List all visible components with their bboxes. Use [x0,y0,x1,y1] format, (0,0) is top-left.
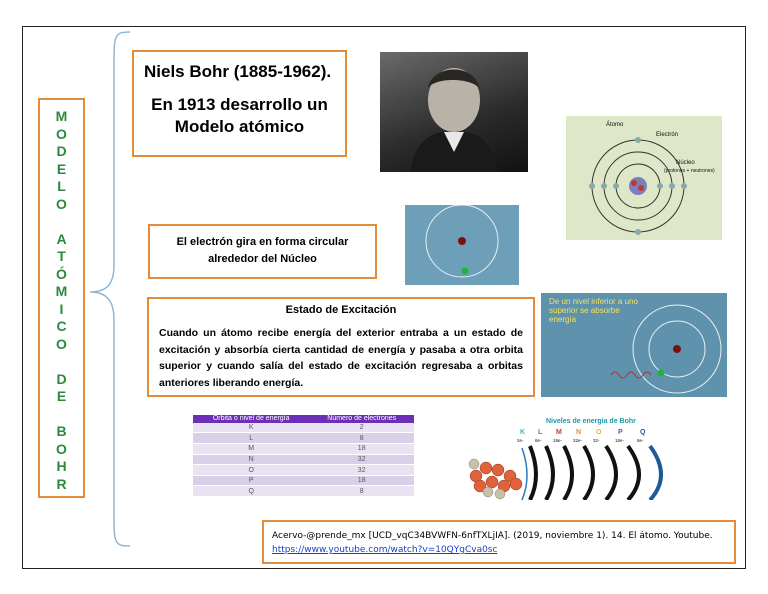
energy-level-letter: L [538,429,543,436]
vertical-title-letter: T [57,248,66,264]
vertical-title-letter: L [57,178,66,194]
level-cell: O [193,465,309,476]
table-header-electrons: Número de electrones [309,415,414,423]
table-row [193,423,414,433]
energy-level-count: 8e- [637,438,644,443]
orbit-image [405,205,519,285]
reference-box [262,520,736,564]
reference-text: Acervo-@prende_mx [UCD_vqC34BVWFN-6nfTXLjIA]. (2019, noviembre 1). 14. El átomo. Youtube. [272,531,713,541]
energy-level-count: 2e- [517,438,524,443]
vertical-title-letter: D [56,370,67,387]
excitation-caption: De un nivel inferior a uno superior se absorbe energía [549,297,638,324]
vertical-title-letter: H [56,458,67,474]
nucleus-label: Núcleo [676,160,695,166]
energy-levels-title: Niveles de energía de Bohr [546,418,636,425]
excitation-body: Cuando un átomo recibe energía del exterior entraba a un estado de excitación y absorbía cierta cantidad de energía y pasaba a otra orbita superior y cuando salía del estado de excitación regresaba a orbitas anteriores liberando energía. [159,327,523,389]
vertical-title-letter [40,353,83,371]
level-cell: M [193,444,309,455]
nucleus-sub-label: (protones + neutrones) [664,168,715,174]
vertical-title [40,108,83,493]
energy-level-letter: O [596,429,602,436]
energy-level-letter: K [520,429,526,436]
electron-label: Electrón [656,132,679,138]
vertical-title-letter: I [59,300,64,317]
energy-level-count: 32e- [573,438,583,443]
electrons-cell: 8 [309,486,414,497]
curly-brace [86,30,132,550]
table-row [193,433,414,444]
excitation-box [147,297,535,397]
energy-level-count: 18e- [615,438,625,443]
vertical-title-letter: O [56,440,67,457]
energy-levels-diagram [466,418,672,500]
vertical-title-letter: E [56,388,67,404]
energy-level-letter: P [618,429,623,436]
vertical-title-box [38,98,85,498]
vertical-title-letter [40,213,83,231]
vertical-title-letter: M [55,108,68,124]
electrons-cell: 8 [309,433,414,444]
vertical-title-letter: O [56,125,67,142]
title-box [132,50,347,157]
vertical-title-letter: E [56,160,67,177]
page-subtitle: En 1913 desarrollo un Modelo atómico [151,95,328,136]
vertical-title-letter: B [56,423,67,439]
vertical-title-letter: O [56,195,67,212]
level-cell: K [193,423,309,433]
table-row [193,465,414,476]
orbit-note: El electrón gira en forma circular alrededor del Núcleo [176,236,349,265]
table-row [193,444,414,455]
vertical-title-letter: O [56,335,67,352]
niels-bohr-portrait [380,52,528,172]
energy-level-count: 18e- [553,438,563,443]
vertical-title-letter: R [56,475,67,492]
energy-level-letter: Q [640,429,646,436]
page-title: Niels Bohr (1885-1962). [144,62,332,81]
vertical-title-letter: C [56,318,67,334]
vertical-title-letter [40,406,83,424]
table-row [193,486,414,497]
electrons-cell: 32 [309,454,414,465]
energy-level-letter: N [576,429,582,436]
electrons-cell: 18 [309,475,414,486]
energy-level-count: 32- [593,438,600,443]
reference-link[interactable]: https://www.youtube.com/watch?v=10QYgCva0sc [272,545,498,555]
level-cell: P [193,475,309,486]
electrons-cell: 18 [309,444,414,455]
vertical-title-letter: Ó [56,265,67,282]
vertical-title-letter: A [56,230,67,247]
table-row [193,475,414,486]
energy-level-letter: M [556,429,562,436]
vertical-title-letter: D [56,143,67,159]
level-cell: Q [193,486,309,497]
level-cell: L [193,433,309,444]
electrons-cell: 2 [309,423,414,433]
table-row [193,454,414,465]
atom-label: Átomo [606,122,624,128]
excitation-image [541,293,727,397]
orbit-note-box [148,224,377,279]
electrons-cell: 32 [309,465,414,476]
energy-level-count: 8e- [535,438,542,443]
atom-diagram [566,116,722,240]
table-header-level: Órbita o nivel de energía [193,415,309,423]
levels-table [193,415,414,497]
excitation-title: Estado de Excitación [285,304,397,316]
vertical-title-letter: M [55,283,68,299]
level-cell: N [193,454,309,465]
